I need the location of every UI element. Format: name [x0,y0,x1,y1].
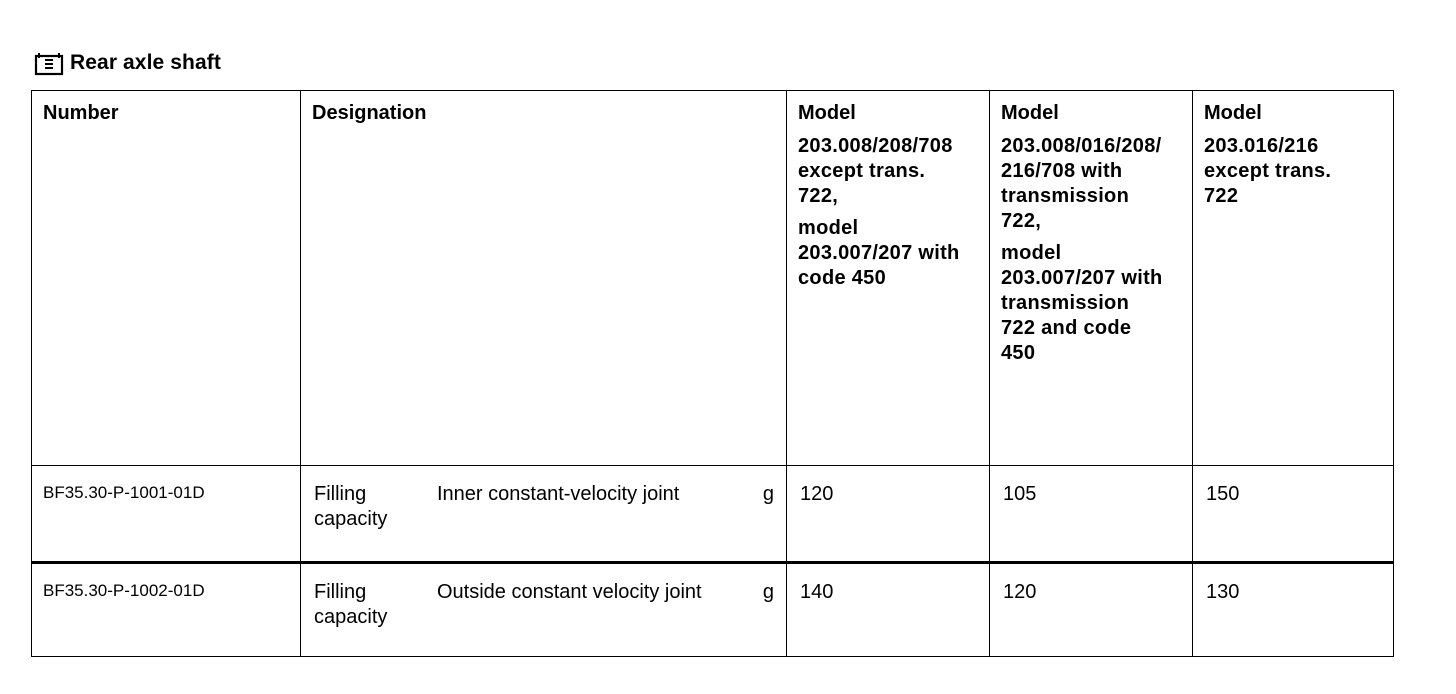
model-label: Model [798,102,856,124]
section-title-text: Rear axle shaft [70,51,221,74]
header-row [32,91,1394,466]
model-2-line: 450 [1001,342,1036,364]
model-2-line: 216/708 with [1001,160,1123,182]
spec-table [31,90,1394,657]
row-number: BF35.30-P-1002-01D [43,581,205,600]
model-2-line: model [1001,242,1062,264]
row-designation-cell [301,466,787,563]
header-number-label: Number [43,102,119,124]
row-value-model-1 [787,563,990,657]
row-unit: g [762,483,774,505]
model-2-line: transmission [1001,185,1130,207]
row-number-cell [32,563,301,657]
row-designation-cell [301,563,787,657]
row-description: Outside constant velocity joint [437,581,702,603]
row-number-cell [32,466,301,563]
model-1-line: 203.008/208/708 [798,135,953,157]
row-unit: g [762,581,774,603]
section-title [34,50,221,76]
row-value: 120 [800,483,834,505]
row-value: 150 [1206,483,1240,505]
document-list-icon [34,50,64,76]
header-number [32,91,301,466]
row-value-model-3 [1193,466,1394,563]
row-value-model-3 [1193,563,1394,657]
model-3-line: 203.016/216 [1204,135,1319,157]
row-value-model-1 [787,466,990,563]
model-label: Model [1204,102,1262,124]
row-description: Inner constant-velocity joint [437,483,680,505]
header-model-2 [990,91,1193,466]
row-kind: Filling capacity [314,483,388,530]
model-1-line: except trans. [798,160,926,182]
model-1-line: 203.007/207 with [798,242,960,264]
row-value: 140 [800,581,834,603]
model-label: Model [1001,102,1059,124]
row-number: BF35.30-P-1001-01D [43,483,205,502]
header-designation [301,91,787,466]
row-value-model-2 [990,563,1193,657]
model-2-line: transmission [1001,292,1130,314]
model-3-line: 722 [1204,185,1239,207]
header-designation-label: Designation [312,102,427,124]
model-3-line: except trans. [1204,160,1332,182]
table-row [32,563,1394,657]
model-2-line: 203.008/016/208/ [1001,135,1162,157]
row-value: 105 [1003,483,1037,505]
model-2-line: 722 and code [1001,317,1132,339]
row-value: 130 [1206,581,1240,603]
model-2-line: 722, [1001,210,1042,232]
row-value: 120 [1003,581,1037,603]
model-1-line: code 450 [798,267,887,289]
model-2-line: 203.007/207 with [1001,267,1163,289]
header-model-3 [1193,91,1394,466]
header-model-1 [787,91,990,466]
model-1-line: 722, [798,185,839,207]
table-row [32,466,1394,563]
row-value-model-2 [990,466,1193,563]
row-kind: Filling capacity [314,581,388,628]
model-1-line: model [798,217,859,239]
